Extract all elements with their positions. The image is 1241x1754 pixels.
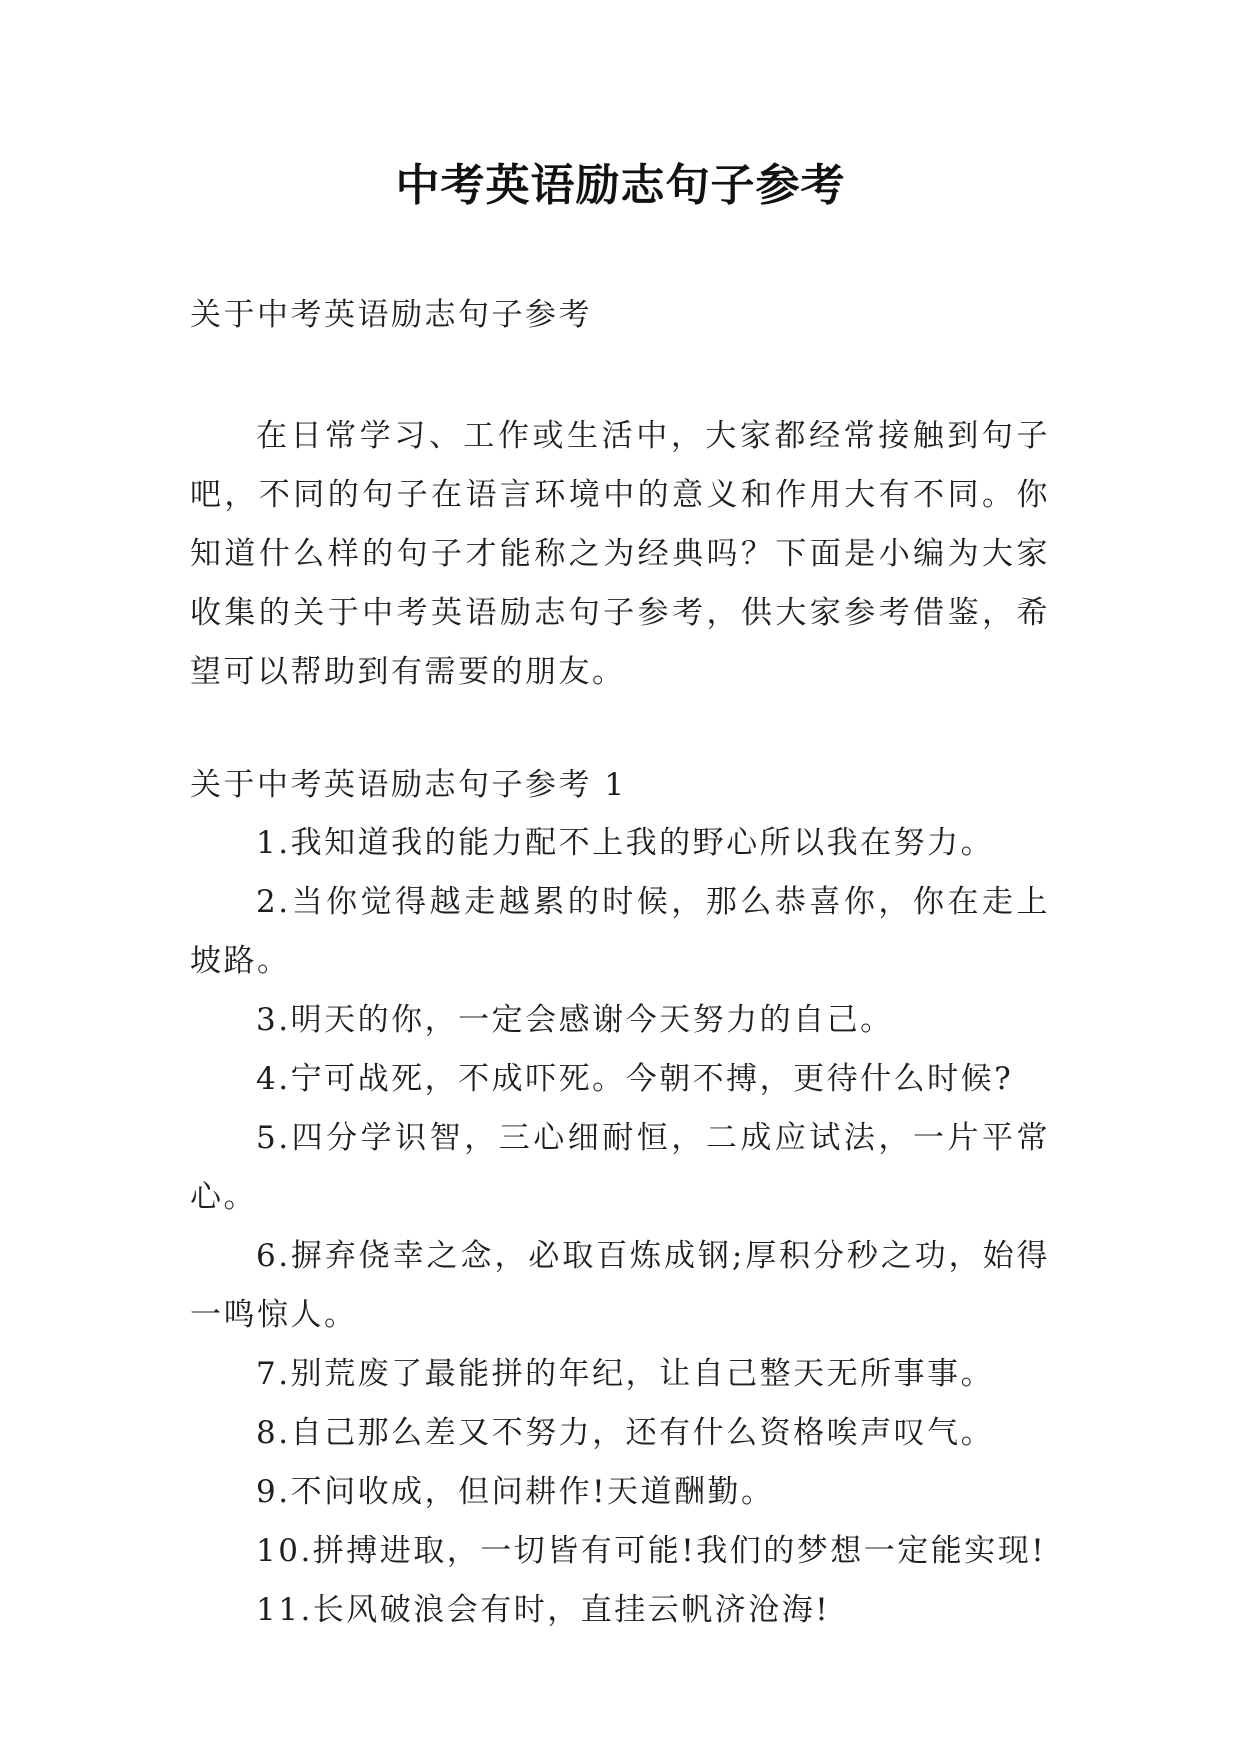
list-item: 9.不问收成，但问耕作!天道酬勤。 xyxy=(256,1474,775,1510)
list-item: 11.长风破浪会有时，直挂云帆济沧海! xyxy=(256,1592,831,1628)
list-item: 10.拼搏进取，一切皆有可能!我们的梦想一定能实现! xyxy=(256,1533,1047,1569)
list-item: 8.自己那么差又不努力，还有什么资格唉声叹气。 xyxy=(256,1415,995,1451)
list-item: 6.摒弃侥幸之念，必取百炼成钢;厚积分秒之功，始得一鸣惊人。 xyxy=(190,1238,1050,1333)
section-heading: 关于中考英语励志句子参考 1 xyxy=(190,767,627,803)
list-item: 3.明天的你，一定会感谢今天努力的自己。 xyxy=(256,1002,894,1038)
intro-paragraph: 在日常学习、工作或生活中，大家都经常接触到句子吧，不同的句子在语言环境中的意义和作用大有不同。你知道什么样的句子才能称之为经典吗？下面是小编为大家收集的关于中考英语励志句子参考，供大家参考借鉴，希望可以帮助到有需要的朋友。 xyxy=(190,418,1050,690)
quote-list xyxy=(190,814,1050,1640)
list-item: 4.宁可战死，不成吓死。今朝不搏，更待什么时候? xyxy=(256,1061,1014,1097)
list-item: 7.别荒废了最能拼的年纪，让自己整天无所事事。 xyxy=(256,1356,995,1392)
page-title: 中考英语励志句子参考 xyxy=(395,160,846,211)
list-item: 5.四分学识智，三心细耐恒，二成应试法，一片平常心。 xyxy=(190,1120,1050,1215)
list-item: 2.当你觉得越走越累的时候，那么恭喜你，你在走上坡路。 xyxy=(190,884,1050,979)
document-subtitle: 关于中考英语励志句子参考 xyxy=(190,297,592,333)
list-item: 1.我知道我的能力配不上我的野心所以我在努力。 xyxy=(256,825,995,861)
